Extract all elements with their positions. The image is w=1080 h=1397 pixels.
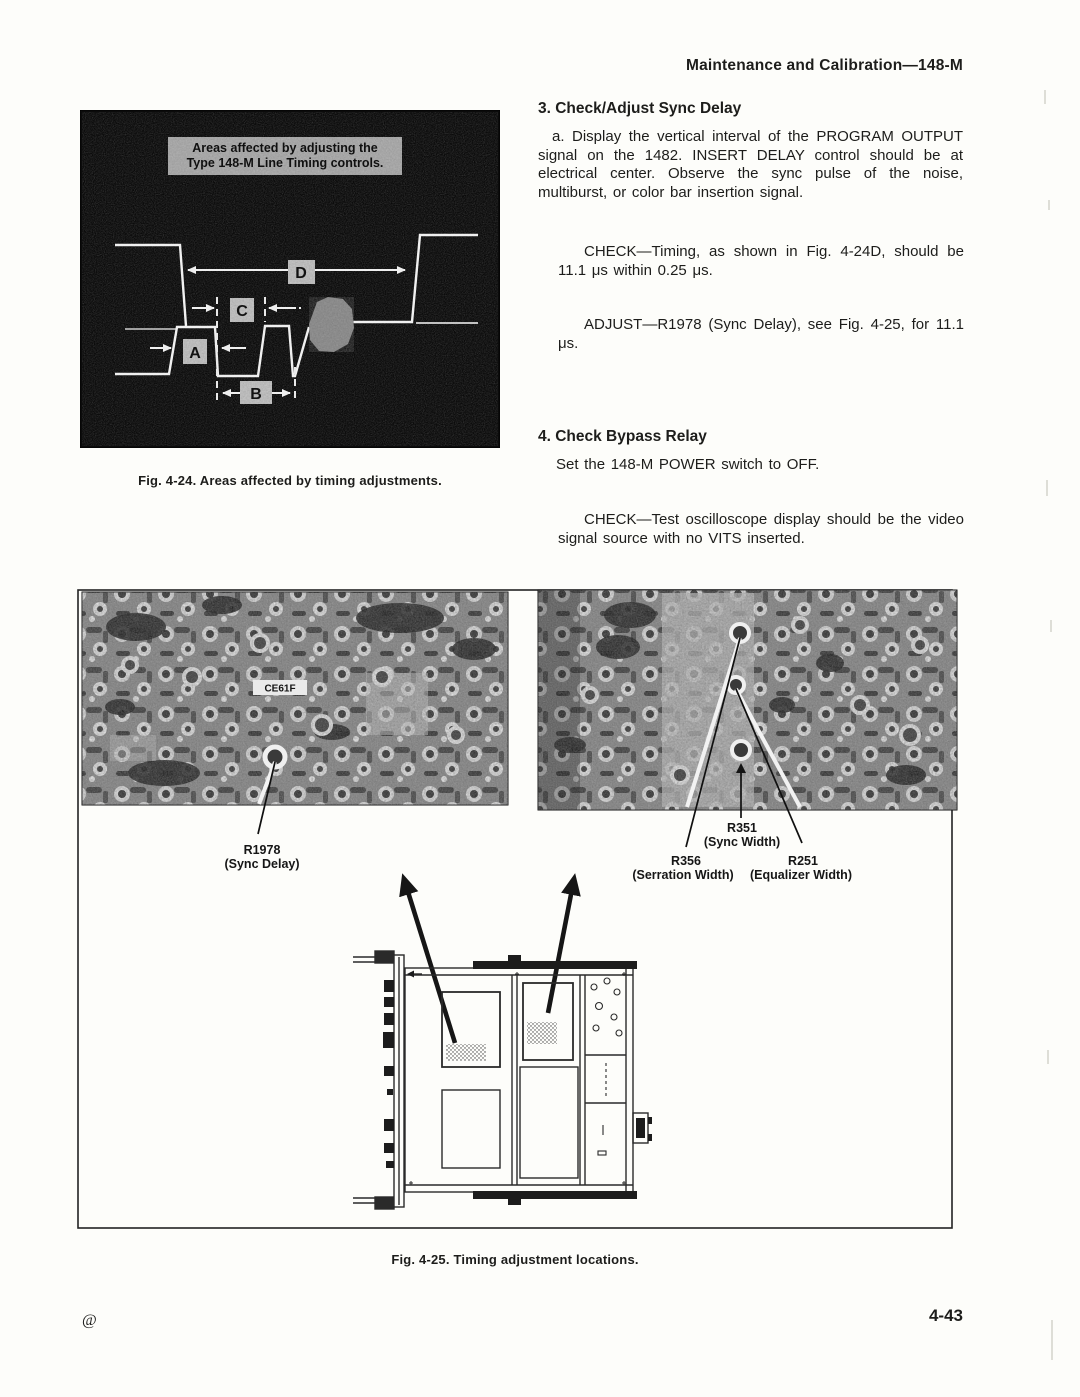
fig-4-25-timing-locations: [70, 585, 970, 1245]
section-4-paragraph: Set the 148-M POWER switch to OFF.: [556, 456, 820, 473]
callout-r351-ref: R351: [727, 821, 757, 835]
fig-4-25-caption: Fig. 4-25. Timing adjustment locations.: [391, 1252, 639, 1267]
scan-artifact: [1044, 90, 1046, 104]
callout-r1978-ref: R1978: [243, 843, 281, 857]
section-4-heading: 4. Check Bypass Relay: [538, 428, 707, 445]
callout-r251-ref: R251: [788, 854, 818, 868]
board-label: CE61F: [264, 683, 296, 695]
right-compartment-details: [591, 978, 622, 1155]
callout-r356-name: (Serration Width): [632, 868, 734, 882]
callout-r1978-name: (Sync Delay): [224, 857, 300, 871]
callout-r356-ref: R356: [671, 854, 701, 868]
marker-b: B: [250, 386, 262, 403]
page-number: 4-43: [928, 1306, 963, 1325]
instrument-top-view-drawing: [353, 951, 652, 1209]
photo-title-card: [168, 137, 402, 175]
callout-r251-name: (Equalizer Width): [750, 868, 852, 882]
fig-4-24-caption: Fig. 4-24. Areas affected by timing adjustments.: [138, 473, 442, 488]
marker-c: C: [236, 303, 248, 320]
section-3-adjust: ADJUST—R1978 (Sync Delay), see Fig. 4-25, for 11.1 μs.: [558, 316, 964, 352]
right-pcb-photo: [538, 590, 957, 847]
section-4-check: CHECK—Test oscilloscope display should be the video signal source with no VITS inserted.: [558, 511, 964, 547]
callout-r351-name: (Sync Width): [703, 835, 781, 849]
photo-title-line2: Type 148-M Line Timing controls.: [186, 156, 384, 170]
left-pcb-photo: [82, 592, 508, 834]
section-3-heading: 3. Check/Adjust Sync Delay: [538, 100, 742, 117]
section-3-check: CHECK—Timing, as shown in Fig. 4-24D, should be 11.1 μs within 0.25 μs.: [558, 243, 964, 279]
front-panel-knobs: [383, 980, 394, 1168]
scan-artifact: [1048, 200, 1050, 210]
scan-artifact: [1046, 480, 1048, 496]
scan-artifact: [1050, 620, 1052, 632]
photo-title-line1: Areas affected by adjusting the: [192, 141, 378, 155]
marker-d: D: [295, 265, 307, 282]
callout-labels: [224, 821, 852, 882]
section-3-paragraph-a: a. Display the vertical interval of the PROGRAM OUTPUT signal on the 1482. INSERT DELAY control should be at electrical center. Observe the sync pulse of the noise, multiburst, or color bar insertion signal.: [538, 128, 963, 201]
r351-potentiometer: [732, 741, 750, 759]
page-header: Maintenance and Calibration—148-M: [685, 57, 963, 74]
marker-a: A: [189, 345, 201, 362]
scan-artifact: [1047, 1050, 1049, 1064]
printer-mark: @: [82, 1312, 97, 1329]
scan-artifact: [1051, 1320, 1053, 1360]
fig-4-24-oscilloscope-photo: [80, 110, 500, 448]
